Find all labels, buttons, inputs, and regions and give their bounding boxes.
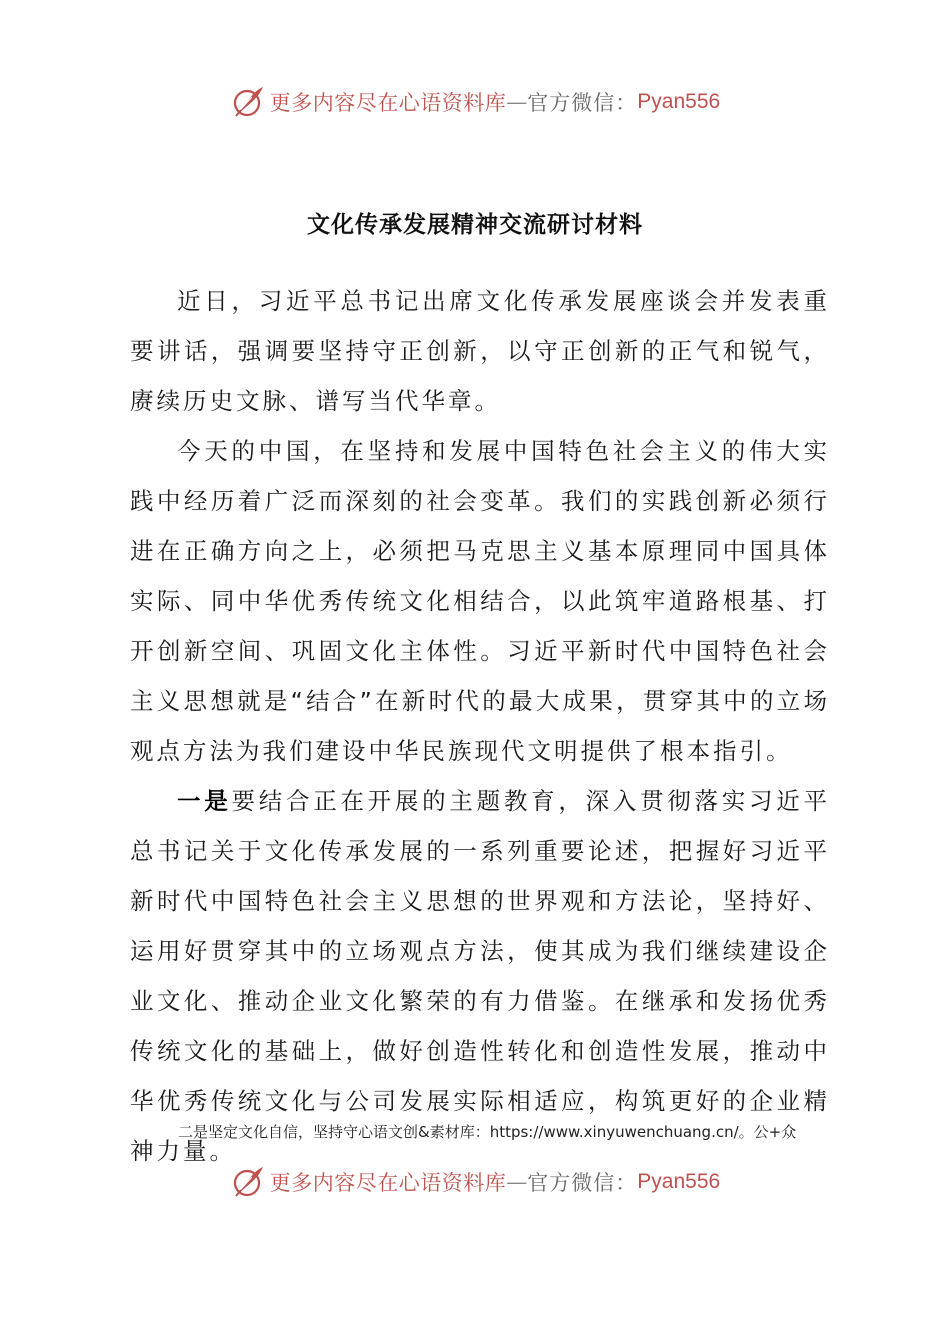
document-title: 文化传承发展精神交流研讨材料	[307, 212, 643, 238]
quill-pen-logo-icon	[230, 84, 266, 120]
footer-note-line: 二是坚定文化自信，坚持守心语文创&素材库：https://www.xinyuwenchuang.cn/。公+众	[178, 1123, 797, 1141]
banner-dash: —	[506, 90, 528, 114]
paragraph-3-lead: 一是	[177, 787, 232, 815]
banner-wechat-id: Pyan556	[637, 1170, 721, 1193]
banner-sub-text: 官方微信：	[527, 91, 638, 115]
quill-pen-logo-icon	[230, 1164, 266, 1200]
header-banner	[0, 82, 950, 122]
footer-banner	[0, 1162, 950, 1202]
paragraph-1: 近日，习近平总书记出席文化传承发展座谈会并发表重要讲话，强调要坚持守正创新，以守正创新的正气和锐气，赓续历史文脉、谱写当代华章。	[130, 287, 830, 415]
document-body	[130, 276, 830, 1176]
banner-main-text: 更多内容尽在心语资料库	[269, 91, 507, 115]
banner-dash: —	[506, 1170, 528, 1194]
paragraph-2: 今天的中国，在坚持和发展中国特色社会主义的伟大实践中经历着广泛而深刻的社会变革。我们的实践创新必须行进在正确方向之上，必须把马克思主义基本原理同中国具体实际、同中华优秀传统文化相结合，以此筑牢道路根基、打开创新空间、巩固文化主体性。习近平新时代中国特色社会主义思想就是“结合”在新时代的最大成果，贯穿其中的立场观点方法为我们建设中华民族现代文明提供了根本指引。	[130, 437, 830, 765]
paragraph-3	[130, 776, 830, 1176]
banner-wechat-id: Pyan556	[637, 90, 721, 113]
paragraph-3-text: 要结合正在开展的主题教育，深入贯彻落实习近平总书记关于文化传承发展的一系列重要论述，把握好习近平新时代中国特色社会主义思想的世界观和方法论，坚持好、运用好贯穿其中的立场观点方法，使其成为我们继续建设企业文化、推动企业文化繁荣的有力借鉴。在继承和发扬优秀传统文化的基础上，做好创造性转化和创造性发展，推动中华优秀传统文化与公司发展实际相适应，构筑更好的企业精神力量。	[130, 787, 831, 1165]
banner-sub-text: 官方微信：	[527, 1171, 638, 1195]
banner-main-text: 更多内容尽在心语资料库	[269, 1171, 507, 1195]
